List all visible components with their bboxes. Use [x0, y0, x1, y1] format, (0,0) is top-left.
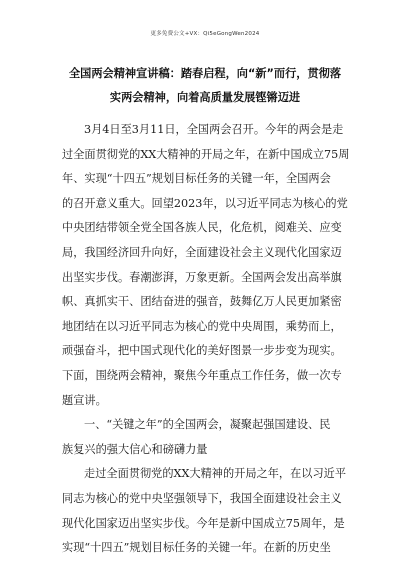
text-line: 过全面贯彻党的XX大精神的开局之年，在新中国成立75周	[62, 147, 350, 161]
section-paragraph	[62, 462, 350, 560]
text-line: 年、实现“十四五”规划目标任务的关键一年，全国两会	[62, 172, 331, 186]
title-line: 全国两会精神宣讲稿：踏春启程，向“新”而行，贯彻落	[68, 67, 342, 80]
text-line: 下面，围绕两会精神，聚焦今年重点工作任务，做一次专	[62, 368, 342, 382]
header-note: 更多免费公文+VX：Qi5eGongWen2024	[150, 31, 260, 37]
text-line: 现代化国家迈出坚实步伐。今年是新中国成立75周年，是	[62, 516, 345, 530]
text-line: 实现“十四五”规划目标任务的关键一年。在新的历史坐	[62, 541, 331, 555]
document-body	[62, 118, 350, 561]
text-line: 帜、真抓实干、团结奋进的强音，鼓舞亿万人民更加紧密	[62, 295, 342, 309]
text-line: 一、“关键之年”的全国两会，凝聚起强国建设、民	[84, 418, 331, 432]
text-line: 族复兴的强大信心和磅礴力量	[62, 442, 208, 456]
text-line: 题宣讲。	[62, 393, 107, 407]
text-line: 顽强奋斗，把中国式现代化的美好图景一步步变为现实。	[62, 344, 342, 358]
text-line: 的召开意义重大。回望2023年，以习近平同志为核心的党	[62, 196, 348, 210]
text-line: 走过全面贯彻党的XX大精神的开局之年，在以习近平	[84, 467, 347, 481]
document-title	[52, 62, 358, 110]
text-line: 3月4日至3月11日，全国两会召开。今年的两会是走	[84, 123, 344, 136]
text-line: 中央团结带领全党全国各族人民，化危机，阅难关、应变	[62, 221, 342, 235]
text-line: 地团结在以习近平同志为核心的党中央周围，乘势而上，	[62, 319, 342, 333]
section-heading	[62, 413, 350, 462]
text-line: 同志为核心的党中央坚强领导下，我国全面建设社会主义	[62, 491, 342, 505]
intro-paragraph	[62, 118, 350, 413]
text-line: 局，我国经济回升向好，全面建设社会主义现代化国家迈	[62, 245, 342, 259]
title-line: 实两会精神，向着高质量发展铿锵迈进	[109, 91, 301, 104]
text-line: 出坚实步伐。春潮澎湃，万象更新。全国两会发出高举旗	[62, 270, 342, 284]
